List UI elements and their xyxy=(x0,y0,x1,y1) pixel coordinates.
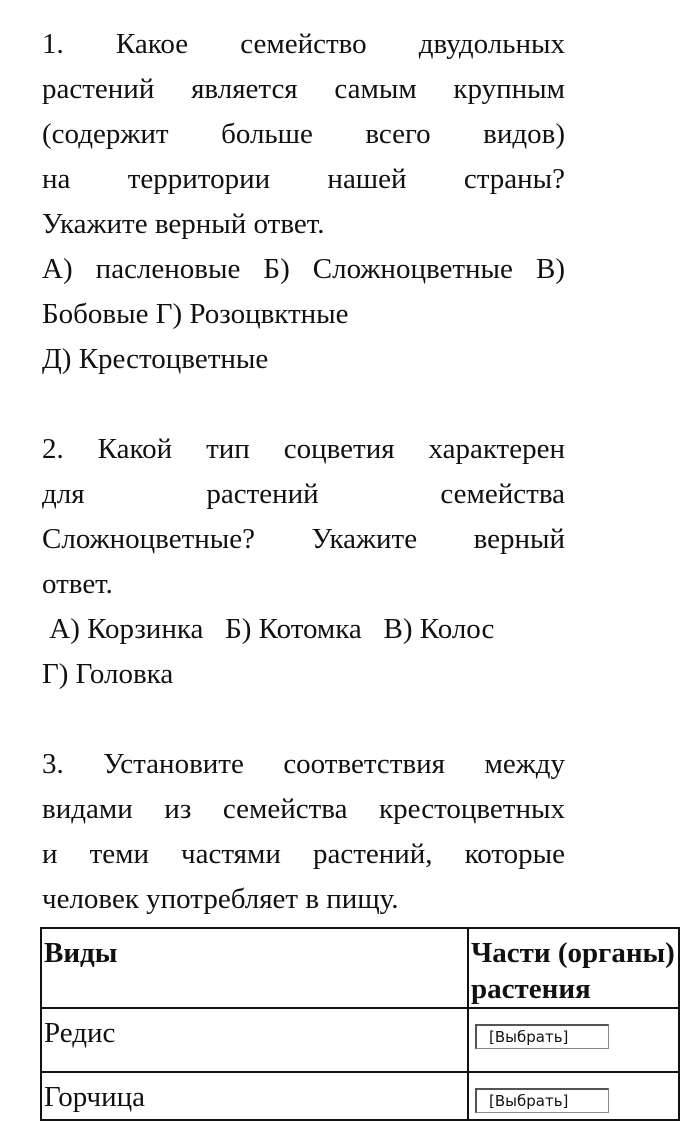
q2-options-line: А) Корзинка Б) Котомка В) Колос xyxy=(42,613,495,645)
q3-line: человек употребляет в пищу. xyxy=(42,883,399,915)
q1-options-line: Д) Крестоцветные xyxy=(42,343,269,375)
q3-line: видами из семейства крестоцветных xyxy=(42,793,565,825)
q1-line: (содержит больше всего видов) xyxy=(42,118,565,150)
q1-line: 1. Какое семейство двудольных xyxy=(42,28,565,60)
header-species: Виды xyxy=(41,928,468,1008)
document-body xyxy=(42,22,565,922)
matching-table-wrapper xyxy=(40,927,675,1113)
part-select[interactable]: [Выбрать] xyxy=(475,1088,609,1113)
part-select[interactable]: [Выбрать] xyxy=(475,1024,609,1049)
q1-line: растений является самым крупным xyxy=(42,73,565,105)
q1-line: на территории нашей страны? xyxy=(42,163,565,195)
q1-options-line: Бобовые Г) Розоцвктные xyxy=(42,298,349,330)
table-row xyxy=(41,1008,679,1072)
q3-line: и теми частями растений, которые xyxy=(42,838,565,870)
q1-line: Укажите верный ответ. xyxy=(42,208,325,240)
question-2 xyxy=(42,427,565,697)
q2-options-line: Г) Головка xyxy=(42,658,174,690)
q1-options-line: А) пасленовые Б) Сложноцветные В) xyxy=(42,253,565,285)
q2-line: для растений семейства xyxy=(42,478,565,510)
species-cell: Редис xyxy=(41,1008,468,1072)
q3-line: 3. Установите соответствия между xyxy=(42,748,565,780)
q2-line: ответ. xyxy=(42,568,113,600)
table-header-row xyxy=(41,928,679,1008)
question-3 xyxy=(42,742,565,922)
select-cell xyxy=(468,1008,679,1072)
table-row xyxy=(41,1072,679,1120)
spacer xyxy=(42,697,565,742)
header-plant-parts: Части (органы) растения xyxy=(468,928,679,1008)
question-1 xyxy=(42,22,565,382)
spacer xyxy=(42,382,565,427)
species-cell: Горчица xyxy=(41,1072,468,1120)
q2-line: 2. Какой тип соцветия характерен xyxy=(42,433,565,465)
select-cell xyxy=(468,1072,679,1120)
q2-line: Сложноцветные? Укажите верный xyxy=(42,523,565,555)
matching-table xyxy=(40,927,680,1121)
